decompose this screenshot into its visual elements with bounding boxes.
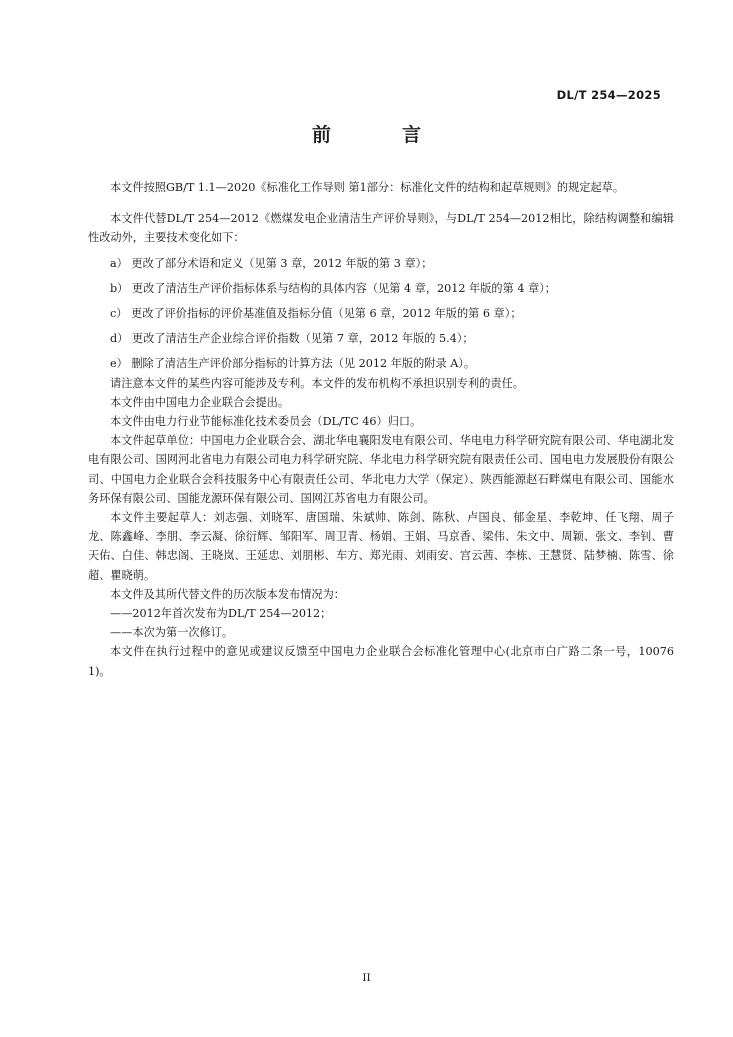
- paragraph-drafters: 本文件主要起草人：刘志强、刘晓军、唐国瑞、朱斌帅、陈剑、陈秋、卢国良、郁金星、李乾坤、任飞翔、周子龙、陈鑫峰、李朋、李云凝、徐衍辉、邹阳军、周卫青、杨娟、王娟、马京香、梁伟、朱文中、周颖、张文、李钊、曹天佑、白佳、韩忠阁、王晓岚、王延忠、刘朋彬、车方、郑光雨、刘雨安、宫云茜、李栋、王慧贤、陆梦楠、陈雪、徐超、瞿晓萌。: [88, 511, 674, 582]
- paragraph-feedback: 本文件在执行过程中的意见或建议反馈至中国电力企业联合会标准化管理中心(北京市白广路二条一号，100761)。: [88, 645, 674, 678]
- standard-code: DL/T 254—2025: [556, 88, 661, 102]
- page-title: 前 言: [311, 124, 447, 146]
- version-item-current: ——本次为第一次修订。: [110, 626, 234, 640]
- paragraph-drafting-rules: 本文件按照GB/T 1.1—2020《标准化工作导则 第1部分：标准化文件的结构和起草规则》的规定起草。: [110, 181, 625, 194]
- document-body: [88, 178, 674, 681]
- paragraph-patent-notice: 请注意本文件的某些内容可能涉及专利。本文件的发布机构不承担识别专利的责任。: [110, 376, 524, 390]
- change-item-b: b） 更改了清洁生产评价指标体系与结构的具体内容（见第 4 章，2012 年版的第 4 章）；: [110, 281, 556, 295]
- paragraph-version-history: 本文件及其所代替文件的历次版本发布情况为：: [110, 587, 345, 601]
- change-item-e: e） 删除了清洁生产评价部分指标的计算方法（见 2012 年版的附录 A）。: [110, 357, 476, 371]
- paragraph-committee: 本文件由电力行业节能标准化技术委员会（DL/TC 46）归口。: [110, 415, 422, 429]
- change-item-a: a） 更改了部分术语和定义（见第 3 章，2012 年版的第 3 章）；: [110, 256, 433, 270]
- version-item-2012: ——2012年首次发布为DL/T 254—2012；: [110, 607, 332, 621]
- paragraph-replacement: 本文件代替DL/T 254—2012《燃煤发电企业清洁生产评价导则》，与DL/T 254—2012相比，除结构调整和编辑性改动外，主要技术变化如下：: [88, 212, 674, 245]
- page-number: II: [362, 972, 371, 984]
- paragraph-drafting-units: 本文件起草单位：中国电力企业联合会、湖北华电襄阳发电有限公司、华电电力科学研究院有限公司、华电湖北发电有限公司、国网河北省电力有限公司电力科学研究院、华北电力科学研究院有限责任公司、国电电力发展股份有限公司、中国电力企业联合会科技服务中心有限责任公司、华北电力大学（保定）、陕西能源赵石畔煤电有限公司、国能水务环保有限公司、国能龙源环保有限公司、国网江苏省电力有限公司。: [88, 434, 674, 505]
- change-item-d: d） 更改了清洁生产企业综合评价指数（见第 7 章，2012 年版的 5.4）；: [110, 332, 474, 346]
- paragraph-proposer: 本文件由中国电力企业联合会提出。: [110, 395, 290, 409]
- change-item-c: c） 更改了评价指标的评价基准值及指标分值（见第 6 章，2012 年版的第 6 章）；: [110, 307, 522, 321]
